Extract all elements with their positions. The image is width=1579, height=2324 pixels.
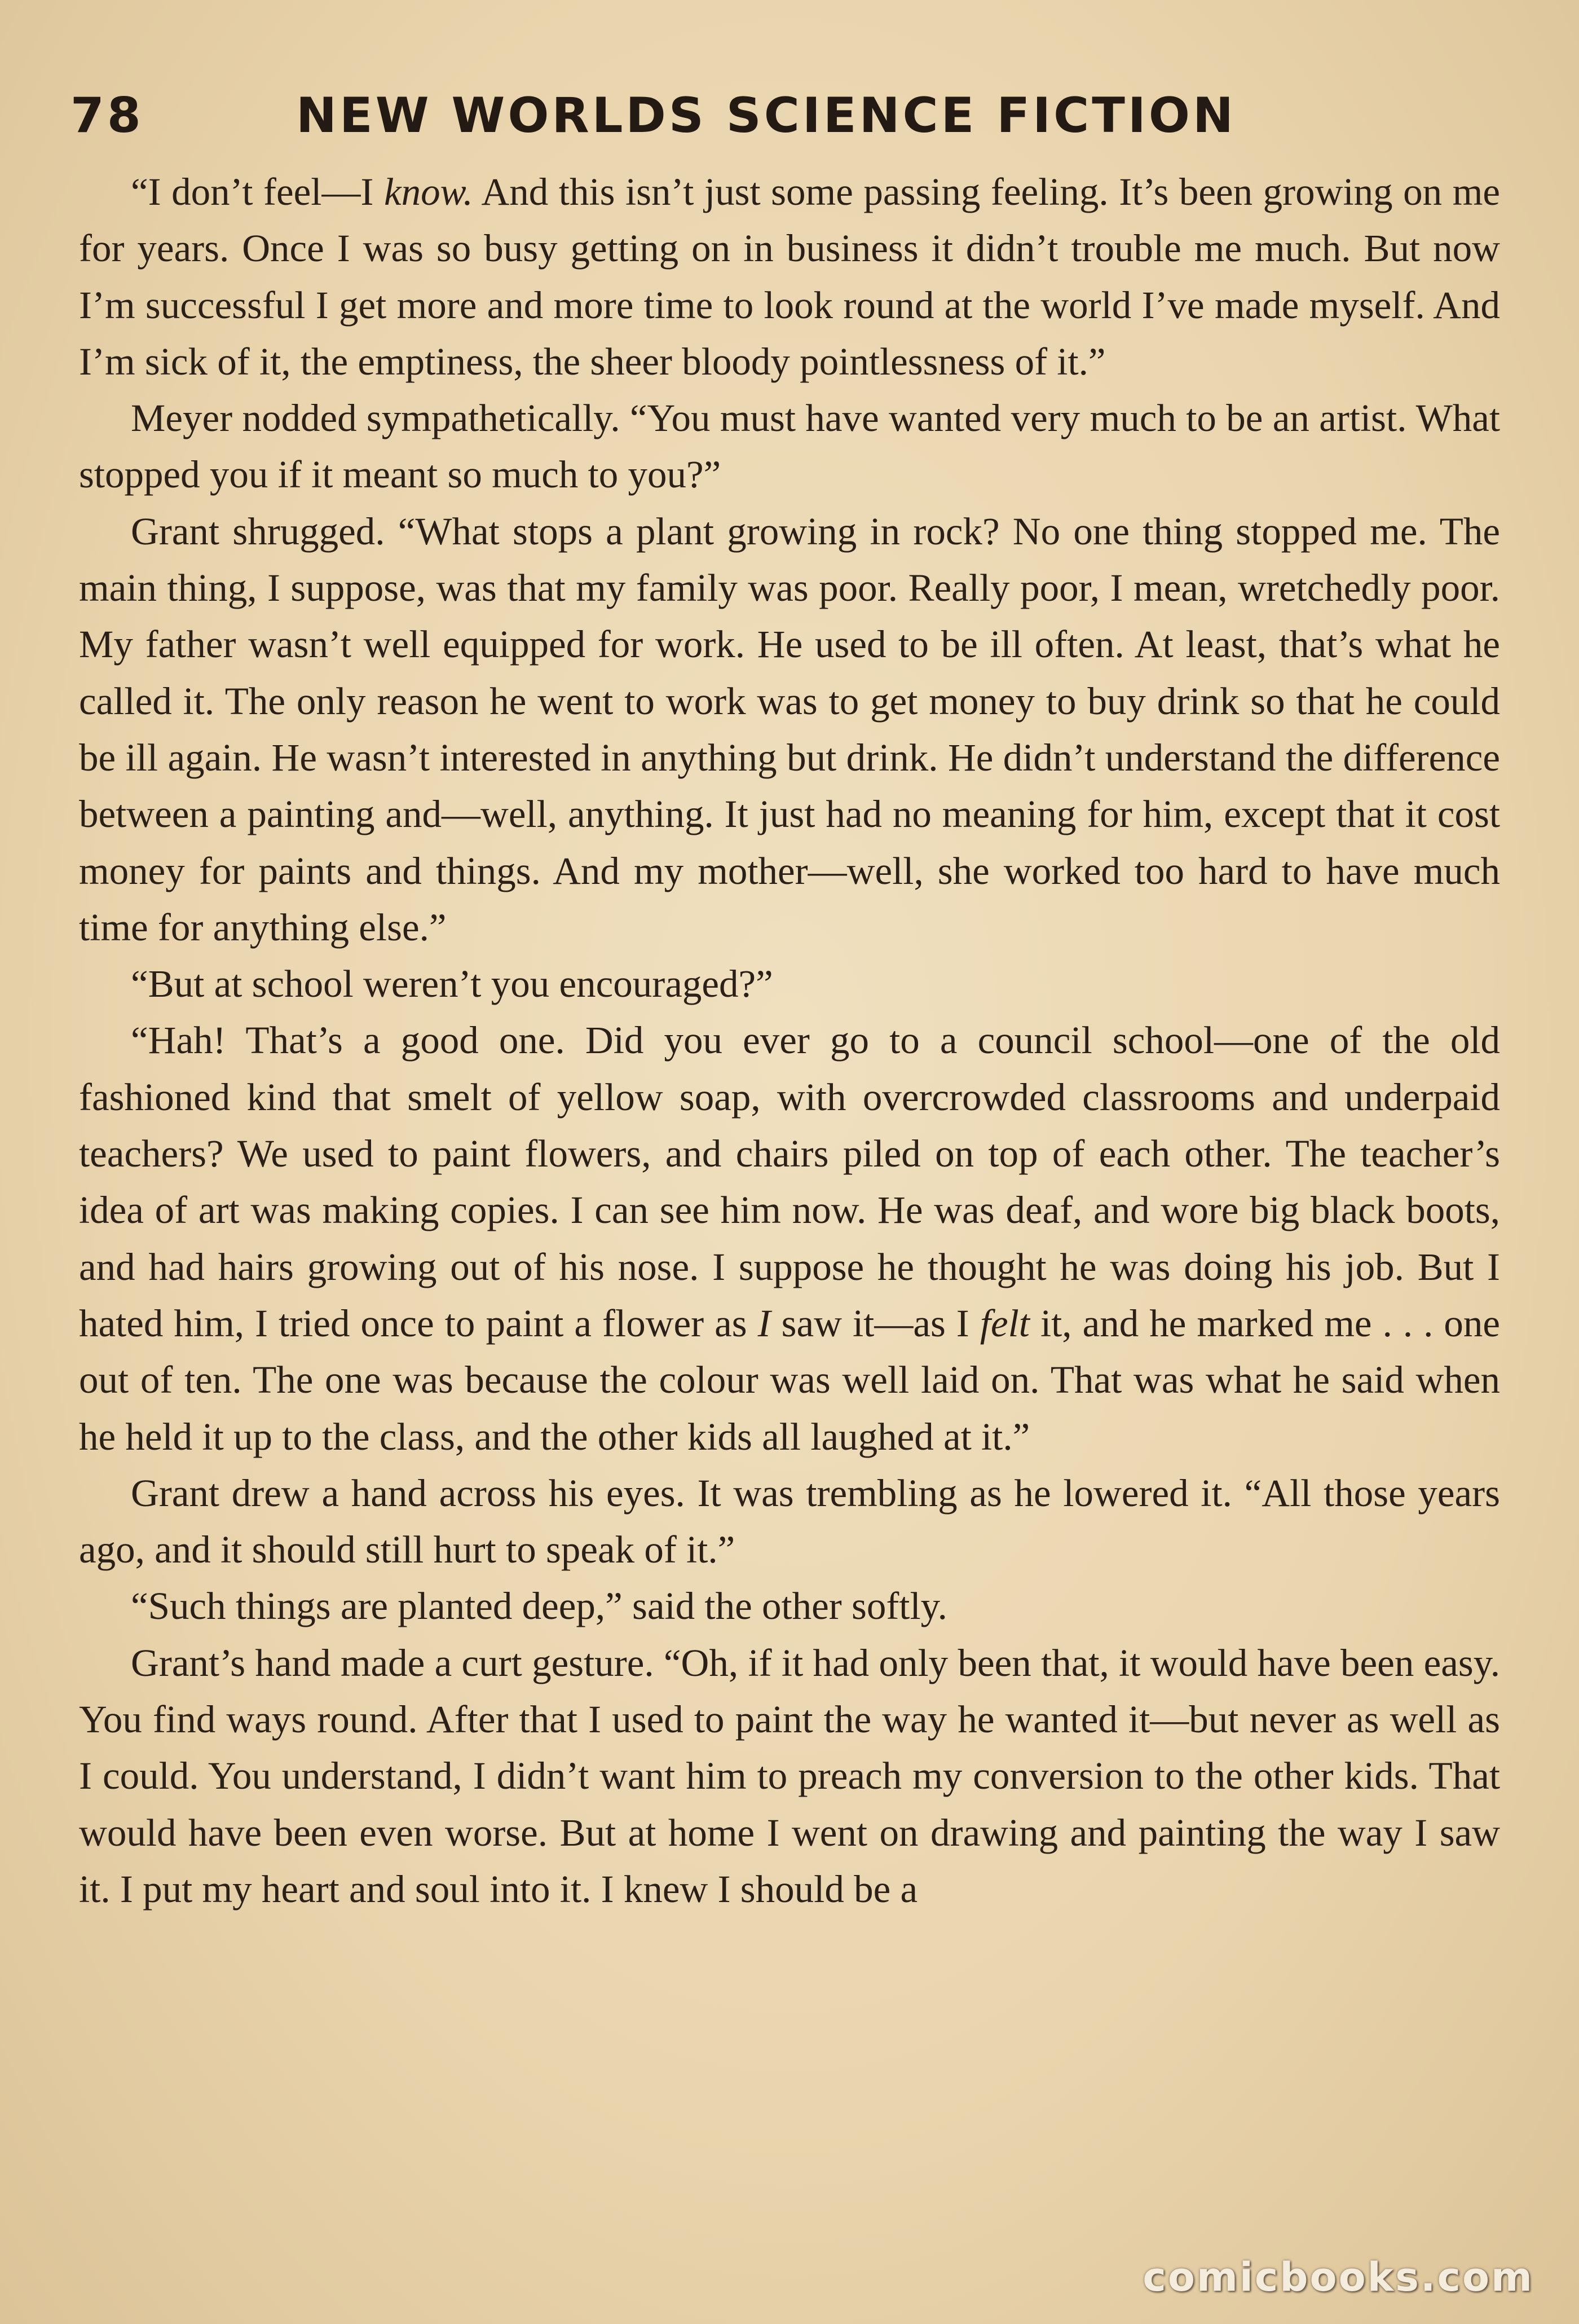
paragraph: Grant shrugged. “What stops a plant growing in rock? No one thing stopped me. The main thing, I suppose, was that my family was poor. Really poor, I mean, wretchedly poor. My father wasn’t well equipped for work. He used to be ill often. At least, that’s what he called it. The only reason he went to work was to get money to buy drink so that he could be ill again. He wasn’t interested in anything but drink. He didn’t understand the difference between a painting and—well, anything. It just had no meaning for him, except that it cost money for paints and things. And my mother—well, she worked too hard to have much time for anything else.” — [79, 509, 1500, 949]
page-number: 78 — [70, 87, 144, 144]
paragraph: Meyer nodded sympathetically. “You must have wanted very much to be an artist. What stopped you if it meant so much to you?” — [79, 397, 1500, 496]
story-text — [79, 164, 1500, 1917]
page-header — [70, 79, 1424, 152]
paragraph: Grant’s hand made a curt gesture. “Oh, if it had only been that, it would have been easy. You find ways round. After that I used to paint the way he wanted it—but never as well as I could. You understand, I didn’t want him to preach my conversion to the other kids. That would have been even worse. But at home I went on drawing and painting the way I saw it. I put my heart and soul into it. I knew I should be a — [79, 1641, 1500, 1911]
paragraph: Grant drew a hand across his eyes. It was trembling as he lowered it. “All those years ago, and it should still hurt to speak of it.” — [79, 1471, 1500, 1572]
watermark: comicbooks.com — [1143, 2254, 1534, 2300]
paragraph: “I don’t feel—I know. And this isn’t just some passing feeling. It’s been growing on me for years. Once I was so busy getting on in business it didn’t trouble me much. But now I’m successful I get more and more time to look round at the world I’ve made myself. And I’m sick of it, the emptiness, the sheer bloody pointlessness of it.” — [79, 170, 1500, 383]
paragraph: “Hah! That’s a good one. Did you ever go to a council school—one of the old fashioned kind that smelt of yellow soap, with overcrowded classrooms and underpaid teachers? We used to paint flowers, and chairs piled on top of each other. The teacher’s idea of art was making copies. I can see him now. He was deaf, and wore big black boots, and had hairs growing out of his nose. I suppose he thought he was doing his job. But I hated him, I tried once to paint a flower as I saw it—as I felt it, and he marked me . . . one out of ten. The one was because the colour was well laid on. That was what he said when he held it up to the class, and the other kids all laughed at it.” — [79, 1019, 1500, 1458]
paragraph: “But at school weren’t you encouraged?” — [131, 962, 773, 1006]
paragraph: “Such things are planted deep,” said the other softly. — [131, 1584, 947, 1628]
running-title: NEW WORLDS SCIENCE FICTION — [296, 87, 1236, 144]
